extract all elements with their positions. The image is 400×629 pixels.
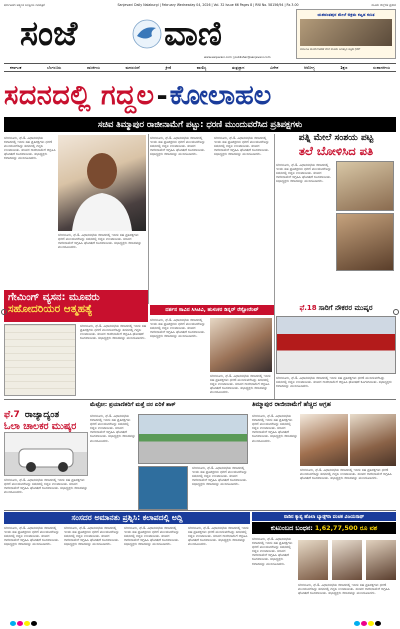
timmapura-photo <box>300 414 348 466</box>
side-photo-2 <box>336 213 394 271</box>
promo-sub: ಬಿಬಿಎಂಪಿ ಕಾರ್ಯಾಚರಣೆ ವೇಳೆ ಮೂರು ಅಂತಸ್ತಿನ ಕಟ್ಟಡ ಧರೆಗೆ <box>300 47 361 51</box>
top-strip-mid: Sanjevani Daily Nalaburgi | February Wednesday 04, 2026 | Vol. 32 Issue 66 Pages 8 | RNI No. 58156/94 | Rs 3.00 <box>117 3 299 7</box>
bus-prefix: ಫೆ.18 <box>299 303 317 312</box>
subhead-text: ಸಚಿವ ತಿಮ್ಮಾಪುರ ರಾಜೀನಾಮೆಗೆ ಪಟ್ಟು: ಧರಣಿ ಮುಂದುವರೆಸಿದ ಪ್ರತಿಪಕ್ಷಗಳು <box>97 119 303 129</box>
divider <box>274 134 275 400</box>
darshan-text: ದರ್ಶನ ಸಾವಿನ ಸಿಸಿಟಿವಿ, ಹುಳುಕರ ಡಿನ್ನರ್ ರೆಸ್ಟೋರೆಂಟ್ <box>165 306 259 313</box>
darshan-banner <box>150 305 274 315</box>
bus-photo <box>276 316 396 374</box>
sansad-bar <box>4 512 250 524</box>
nav-item[interactable]: ಆರೋಗ್ಯ <box>304 65 315 70</box>
gaming-body: ಬೆಂಗಳೂರು, ಫೆ.4- ವಿಧಾನಸಭೆಯ ಕಲಾಪದಲ್ಲಿ ಇಂದು ಸಹ ಪ್ರತಿಪಕ್ಷಗಳು ಧರಣಿ ಮುಂದುವರೆಸಿದ್ದು ಸದನದಲ್ಲಿ ಗದ್ದಲ ಉಂಟಾಯಿತು. ಸಚಿವರ ರಾಜೀನಾಮೆಗೆ ಆಗ್ರಹಿಸಿ ಘೋಷಣೆ ಕೂಗಲಾಯಿತು. ಸಭಾಧ್ಯಕ್ಷರು ಕಲಾಪವನ್ನು ಮುಂದೂಡಿದರು. <box>80 324 147 341</box>
auto-body: ಬೆಂಗಳೂರು, ಫೆ.4- ವಿಧಾನಸಭೆಯ ಕಲಾಪದಲ್ಲಿ ಇಂದು ಸಹ ಪ್ರತಿಪಕ್ಷಗಳು ಧರಣಿ ಮುಂದುವರೆಸಿದ್ದು ಸದನದಲ್ಲಿ ಗದ್ದಲ ಉಂಟಾಯಿತು. ಸಚಿವರ ರಾಜೀನಾಮೆಗೆ ಆಗ್ರಹಿಸಿ ಘೋಷಣೆ ಕೂಗಲಾಯಿತು. ಸಭಾಧ್ಯಕ್ಷರು ಕಲಾಪವನ್ನು ಮುಂದೂಡಿದರು. <box>4 478 88 495</box>
side-story <box>276 133 396 293</box>
sansad-text: ಸಂಸದರ ಅಮಾನತು ಪ್ರಶ್ನಿಸಿ: ಕಲಾಪದಲ್ಲಿ ಅದ್ದಿ <box>71 513 183 522</box>
auto-photo <box>4 432 88 476</box>
top-strip-left: ಕರ್ನಾಟಕದ ಅತ್ಯಂತ ಜನಪ್ರಿಯ ದಿನಪತ್ರಿಕೆ <box>4 3 45 7</box>
auto-prefix: ಫೆ.7 <box>4 410 20 420</box>
lead-column-1: ಬೆಂಗಳೂರು, ಫೆ.4- ವಿಧಾನಸಭೆಯ ಕಲಾಪದಲ್ಲಿ ಇಂದು ಸಹ ಪ್ರತಿಪಕ್ಷಗಳು ಧರಣಿ ಮುಂದುವರೆಸಿದ್ದು ಸದನದಲ್ಲಿ ಗದ್ದಲ ಉಂಟಾಯಿತು. ಸಚಿವರ ರಾಜೀನಾಮೆಗೆ ಆಗ್ರಹಿಸಿ ಘೋಷಣೆ ಕೂಗಲಾಯಿತು. ಸಭಾಧ್ಯಕ್ಷರು ಕಲಾಪವನ್ನು ಮುಂದೂಡಿದರು. <box>4 136 56 161</box>
sansad-body-1: ಬೆಂಗಳೂರು, ಫೆ.4- ವಿಧಾನಸಭೆಯ ಕಲಾಪದಲ್ಲಿ ಇಂದು ಸಹ ಪ್ರತಿಪಕ್ಷಗಳು ಧರಣಿ ಮುಂದುವರೆಸಿದ್ದು ಸದನದಲ್ಲಿ ಗದ್ದಲ ಉಂಟಾಯಿತು. ಸಚಿವರ ರಾಜೀನಾಮೆಗೆ ಆಗ್ರಹಿಸಿ ಘೋಷಣೆ ಕೂಗಲಾಯಿತು. ಸಭಾಧ್ಯಕ್ಷರು ಕಲಾಪವನ್ನು ಮುಂದೂಡಿದರು. <box>4 526 60 547</box>
timmapura-body: ಬೆಂಗಳೂರು, ಫೆ.4- ವಿಧಾನಸಭೆಯ ಕಲಾಪದಲ್ಲಿ ಇಂದು ಸಹ ಪ್ರತಿಪಕ್ಷಗಳು ಧರಣಿ ಮುಂದುವರೆಸಿದ್ದು ಸದನದಲ್ಲಿ ಗದ್ದಲ ಉಂಟಾಯಿತು. ಸಚಿವರ ರಾಜೀನಾಮೆಗೆ ಆಗ್ರಹಿಸಿ ಘೋಷಣೆ ಕೂಗಲಾಯಿತು. ಸಭಾಧ್ಯಕ್ಷರು ಕಲಾಪವನ್ನು ಮುಂದೂಡಿದರು. <box>252 414 298 443</box>
fraud-line2b: 1,62,77,500 ರೂ ವಶ <box>314 523 378 532</box>
gaming-photo <box>4 324 76 396</box>
fraud-body: ಬೆಂಗಳೂರು, ಫೆ.4- ವಿಧಾನಸಭೆಯ ಕಲಾಪದಲ್ಲಿ ಇಂದು ಸಹ ಪ್ರತಿಪಕ್ಷಗಳು ಧರಣಿ ಮುಂದುವರೆಸಿದ್ದು ಸದನದಲ್ಲಿ ಗದ್ದಲ ಉಂಟಾಯಿತು. ಸಚಿವರ ರಾಜೀನಾಮೆಗೆ ಆಗ್ರಹಿಸಿ ಘೋಷಣೆ ಕೂಗಲಾಯಿತು. ಸಭಾಧ್ಯಕ್ಷರು ಕಲಾಪವನ್ನು ಮುಂದೂಡಿದರು. <box>252 537 293 566</box>
timmapura-body-2: ಬೆಂಗಳೂರು, ಫೆ.4- ವಿಧಾನಸಭೆಯ ಕಲಾಪದಲ್ಲಿ ಇಂದು ಸಹ ಪ್ರತಿಪಕ್ಷಗಳು ಧರಣಿ ಮುಂದುವರೆಸಿದ್ದು ಸದನದಲ್ಲಿ ಗದ್ದಲ ಉಂಟಾಯಿತು. ಸಚಿವರ ರಾಜೀನಾಮೆಗೆ ಆಗ್ರಹಿಸಿ ಘೋಷಣೆ ಕೂಗಲಾಯಿತು. ಸಭಾಧ್ಯಕ್ಷರು ಕಲಾಪವನ್ನು ಮುಂದೂಡಿದರು. <box>300 468 392 481</box>
sansad-body-4: ಬೆಂಗಳೂರು, ಫೆ.4- ವಿಧಾನಸಭೆಯ ಕಲಾಪದಲ್ಲಿ ಇಂದು ಸಹ ಪ್ರತಿಪಕ್ಷಗಳು ಧರಣಿ ಮುಂದುವರೆಸಿದ್ದು ಸದನದಲ್ಲಿ ಗದ್ದಲ ಉಂಟಾಯಿತು. ಸಚಿವರ ರಾಜೀನಾಮೆಗೆ ಆಗ್ರಹಿಸಿ ಘೋಷಣೆ ಕೂಗಲಾಯಿತು. ಸಭಾಧ್ಯಕ್ಷರು ಕಲಾಪವನ್ನು ಮುಂದೂಡಿದರು. <box>188 526 249 547</box>
nav-item[interactable]: ಬೆಂಗಳೂರು <box>47 65 62 70</box>
sansad-body-3: ಬೆಂಗಳೂರು, ಫೆ.4- ವಿಧಾನಸಭೆಯ ಕಲಾಪದಲ್ಲಿ ಇಂದು ಸಹ ಪ್ರತಿಪಕ್ಷಗಳು ಧರಣಿ ಮುಂದುವರೆಸಿದ್ದು ಸದನದಲ್ಲಿ ಗದ್ದಲ ಉಂಟಾಯಿತು. ಸಚಿವರ ರಾಜೀನಾಮೆಗೆ ಆಗ್ರಹಿಸಿ ಘೋಷಣೆ ಕೂಗಲಾಯಿತು. ಸಭಾಧ್ಯಕ್ಷರು ಕಲಾಪವನ್ನು ಮುಂದೂಡಿದರು. <box>124 526 180 547</box>
fraud-photo-2 <box>332 540 362 580</box>
auto-line1: ರಾಜ್ಯಾದ್ಯಂತ <box>24 410 60 420</box>
darshan-photo <box>210 318 272 372</box>
darshan-body-2: ಬೆಂಗಳೂರು, ಫೆ.4- ವಿಧಾನಸಭೆಯ ಕಲಾಪದಲ್ಲಿ ಇಂದು ಸಹ ಪ್ರತಿಪಕ್ಷಗಳು ಧರಣಿ ಮುಂದುವರೆಸಿದ್ದು ಸದನದಲ್ಲಿ ಗದ್ದಲ ಉಂಟಾಯಿತು. ಸಚಿವರ ರಾಜೀನಾಮೆಗೆ ಆಗ್ರಹಿಸಿ ಘೋಷಣೆ ಕೂಗಲಾಯಿತು. ಸಭಾಧ್ಯಕ್ಷರು ಕಲಾಪವನ್ನು ಮುಂದೂಡಿದರು. <box>210 374 271 395</box>
fraud-line1-bar <box>252 512 396 521</box>
fraud-line2-bar <box>252 522 396 534</box>
dove-logo-icon <box>132 19 162 49</box>
masthead <box>4 9 396 63</box>
timmapura-headline: ತಿಮ್ಮಾಪುರ ರಾಜೀನಾಮೆಗೆ ಹೆಚ್ಚಿದ ಆಗ್ರಹ <box>252 401 331 408</box>
nav-item[interactable]: ವಿದೇಶ <box>270 65 279 70</box>
side-story-body: ಬೆಂಗಳೂರು, ಫೆ.4- ವಿಧಾನಸಭೆಯ ಕಲಾಪದಲ್ಲಿ ಇಂದು ಸಹ ಪ್ರತಿಪಕ್ಷಗಳು ಧರಣಿ ಮುಂದುವರೆಸಿದ್ದು ಸದನದಲ್ಲಿ ಗದ್ದಲ ಉಂಟಾಯಿತು. ಸಚಿವರ ರಾಜೀನಾಮೆಗೆ ಆಗ್ರಹಿಸಿ ಘೋಷಣೆ ಕೂಗಲಾಯಿತು. ಸಭಾಧ್ಯಕ್ಷರು ಕಲಾಪವನ್ನು ಮುಂದೂಡಿದರು. <box>276 163 332 184</box>
gaming-line1: ಗೇಮಿಂಗ್ ವ್ಯಸನ: ಮೂವರು <box>8 292 100 303</box>
metro-photo-2 <box>138 466 188 510</box>
nav-item[interactable]: ಕ್ರೀಡೆ <box>165 65 172 70</box>
nav-item[interactable]: ತಂತ್ರಜ್ಞಾನ <box>231 65 245 70</box>
lead-column-2: ಬೆಂಗಳೂರು, ಫೆ.4- ವಿಧಾನಸಭೆಯ ಕಲಾಪದಲ್ಲಿ ಇಂದು ಸಹ ಪ್ರತಿಪಕ್ಷಗಳು ಧರಣಿ ಮುಂದುವರೆಸಿದ್ದು ಸದನದಲ್ಲಿ ಗದ್ದಲ ಉಂಟಾಯಿತು. ಸಚಿವರ ರಾಜೀನಾಮೆಗೆ ಆಗ್ರಹಿಸಿ ಘೋಷಣೆ ಕೂಗಲಾಯಿತು. ಸಭಾಧ್ಯಕ್ಷರು ಕಲಾಪವನ್ನು ಮುಂದೂಡಿದರು. <box>58 233 142 250</box>
headline-dash: - <box>156 80 168 112</box>
headline-left: ಸದನದಲ್ಲಿ ಗದ್ದಲ <box>4 80 155 111</box>
fraud-photo-3 <box>366 540 396 580</box>
masthead-right: ವಾಣಿ <box>164 14 222 54</box>
metro-photo <box>138 414 248 464</box>
darshan-body: ಬೆಂಗಳೂರು, ಫೆ.4- ವಿಧಾನಸಭೆಯ ಕಲಾಪದಲ್ಲಿ ಇಂದು ಸಹ ಪ್ರತಿಪಕ್ಷಗಳು ಧರಣಿ ಮುಂದುವರೆಸಿದ್ದು ಸದನದಲ್ಲಿ ಗದ್ದಲ ಉಂಟಾಯಿತು. ಸಚಿವರ ರಾಜೀನಾಮೆಗೆ ಆಗ್ರಹಿಸಿ ಘೋಷಣೆ ಕೂಗಲಾಯಿತು. ಸಭಾಧ್ಯಕ್ಷರು ಕಲಾಪವನ್ನು ಮುಂದೂಡಿದರು. <box>150 318 206 339</box>
timmapura-photo-2 <box>350 414 396 466</box>
auto-headline <box>4 402 88 430</box>
bus-banner <box>276 302 396 314</box>
side-photo-1 <box>336 161 394 211</box>
color-bar <box>10 621 38 626</box>
nav-item[interactable]: ಸಂಪಾದಕೀಯ <box>373 65 390 70</box>
fraud-photo-1 <box>298 540 328 580</box>
nav-item[interactable]: ಕರ್ನಾಟಕ <box>10 65 22 70</box>
metro-headline: ಮೆಟ್ರೋ: ಪ್ರಯಾಣಿಕರಿಗೆ ಮತ್ತೆ ದರ ಏರಿಕೆ ಶಾಕ್ <box>90 402 176 408</box>
promo-title: ಯಶವಂತಪುರ ಮೇಲೆ ಅಕ್ರಮ ಕಟ್ಟಡ ಕುಸಿತ <box>317 12 375 17</box>
bus-body: ಬೆಂಗಳೂರು, ಫೆ.4- ವಿಧಾನಸಭೆಯ ಕಲಾಪದಲ್ಲಿ ಇಂದು ಸಹ ಪ್ರತಿಪಕ್ಷಗಳು ಧರಣಿ ಮುಂದುವರೆಸಿದ್ದು ಸದನದಲ್ಲಿ ಗದ್ದಲ ಉಂಟಾಯಿತು. ಸಚಿವರ ರಾಜೀನಾಮೆಗೆ ಆಗ್ರಹಿಸಿ ಘೋಷಣೆ ಕೂಗಲಾಯಿತು. ಸಭಾಧ್ಯಕ್ಷರು ಕಲಾಪವನ್ನು ಮುಂದೂಡಿದರು. <box>276 376 392 389</box>
gaming-headline <box>4 290 148 322</box>
divider <box>4 510 396 511</box>
masthead-website: www.sanjevani.com | publisher@sanjevani.com <box>204 55 271 59</box>
auto-line2: ಓಲಾ ಚಾಲಕರ ಮುಷ್ಕರ <box>4 421 77 432</box>
side-story-line2: ತಲೆ ಬೋಳಿಸಿದ ಪತಿ <box>298 144 374 158</box>
lead-photo <box>58 135 146 231</box>
fraud-body-2: ಬೆಂಗಳೂರು, ಫೆ.4- ವಿಧಾನಸಭೆಯ ಕಲಾಪದಲ್ಲಿ ಇಂದು ಸಹ ಪ್ರತಿಪಕ್ಷಗಳು ಧರಣಿ ಮುಂದುವರೆಸಿದ್ದು ಸದನದಲ್ಲಿ ಗದ್ದಲ ಉಂಟಾಯಿತು. ಸಚಿವರ ರಾಜೀನಾಮೆಗೆ ಆಗ್ರಹಿಸಿ ಘೋಷಣೆ ಕೂಗಲಾಯಿತು. ಸಭಾಧ್ಯಕ್ಷರು ಕಲಾಪವನ್ನು ಮುಂದೂಡಿದರು. <box>298 583 390 596</box>
nav-item[interactable]: ವಾಣಿಜ್ಯ <box>196 65 207 70</box>
bus-text: ಸಾರಿಗೆ ನೌಕರರ ಮುಷ್ಕರ <box>318 303 373 312</box>
masthead-promo <box>296 9 396 59</box>
fraud-line2a: ಕುಟುಂಬದ ಬಂಧನ: <box>270 523 313 532</box>
side-story-line1: ಪತ್ನಿ ಮೇಲೆ ಸಂಶಯ ಪಟ್ಟ <box>298 133 374 143</box>
subhead-bar <box>4 117 396 132</box>
divider <box>4 399 396 400</box>
nav-item[interactable]: ಶಿಕ್ಷಣ <box>340 65 348 70</box>
top-strip-right: ಮೂರು ಜಿಲ್ಲೆಗಳ ಪ್ರಸಾರ <box>371 3 396 7</box>
main-headline <box>4 76 396 116</box>
masthead-left: ಸಂಜೆ <box>20 14 78 54</box>
divider <box>148 134 149 304</box>
section-nav <box>4 63 396 72</box>
promo-photo <box>300 19 392 46</box>
sansad-body-2: ಬೆಂಗಳೂರು, ಫೆ.4- ವಿಧಾನಸಭೆಯ ಕಲಾಪದಲ್ಲಿ ಇಂದು ಸಹ ಪ್ರತಿಪಕ್ಷಗಳು ಧರಣಿ ಮುಂದುವರೆಸಿದ್ದು ಸದನದಲ್ಲಿ ಗದ್ದಲ ಉಂಟಾಯಿತು. ಸಚಿವರ ರಾಜೀನಾಮೆಗೆ ಆಗ್ರಹಿಸಿ ಘೋಷಣೆ ಕೂಗಲಾಯಿತು. ಸಭಾಧ್ಯಕ್ಷರು ಕಲಾಪವನ್ನು ಮುಂದೂಡಿದರು. <box>64 526 120 547</box>
registration-mark-icon <box>1 309 7 315</box>
gaming-line2: ಸಹೋದರಿಯರ ಆತ್ಮಹತ್ಯೆ <box>8 303 93 315</box>
registration-mark-icon <box>393 309 399 315</box>
lead-column-4: ಬೆಂಗಳೂರು, ಫೆ.4- ವಿಧಾನಸಭೆಯ ಕಲಾಪದಲ್ಲಿ ಇಂದು ಸಹ ಪ್ರತಿಪಕ್ಷಗಳು ಧರಣಿ ಮುಂದುವರೆಸಿದ್ದು ಸದನದಲ್ಲಿ ಗದ್ದಲ ಉಂಟಾಯಿತು. ಸಚಿವರ ರಾಜೀನಾಮೆಗೆ ಆಗ್ರಹಿಸಿ ಘೋಷಣೆ ಕೂಗಲಾಯಿತು. ಸಭಾಧ್ಯಕ್ಷರು ಕಲಾಪವನ್ನು ಮುಂದೂಡಿದರು. <box>214 136 270 157</box>
nav-item[interactable]: ರಾಜಕೀಯ <box>86 65 100 70</box>
metro-body-2: ಬೆಂಗಳೂರು, ಫೆ.4- ವಿಧಾನಸಭೆಯ ಕಲಾಪದಲ್ಲಿ ಇಂದು ಸಹ ಪ್ರತಿಪಕ್ಷಗಳು ಧರಣಿ ಮುಂದುವರೆಸಿದ್ದು ಸದನದಲ್ಲಿ ಗದ್ದಲ ಉಂಟಾಯಿತು. ಸಚಿವರ ರಾಜೀನಾಮೆಗೆ ಆಗ್ರಹಿಸಿ ಘೋಷಣೆ ಕೂಗಲಾಯಿತು. ಸಭಾಧ್ಯಕ್ಷರು ಕಲಾಪವನ್ನು ಮುಂದೂಡಿದರು. <box>192 466 248 487</box>
lead-column-3: ಬೆಂಗಳೂರು, ಫೆ.4- ವಿಧಾನಸಭೆಯ ಕಲಾಪದಲ್ಲಿ ಇಂದು ಸಹ ಪ್ರತಿಪಕ್ಷಗಳು ಧರಣಿ ಮುಂದುವರೆಸಿದ್ದು ಸದನದಲ್ಲಿ ಗದ್ದಲ ಉಂಟಾಯಿತು. ಸಚಿವರ ರಾಜೀನಾಮೆಗೆ ಆಗ್ರಹಿಸಿ ಘೋಷಣೆ ಕೂಗಲಾಯಿತು. ಸಭಾಧ್ಯಕ್ಷರು ಕಲಾಪವನ್ನು ಮುಂದೂಡಿದರು. <box>150 136 206 157</box>
headline-right: ಕೋಲಾಹಲ <box>169 80 272 111</box>
metro-body: ಬೆಂಗಳೂರು, ಫೆ.4- ವಿಧಾನಸಭೆಯ ಕಲಾಪದಲ್ಲಿ ಇಂದು ಸಹ ಪ್ರತಿಪಕ್ಷಗಳು ಧರಣಿ ಮುಂದುವರೆಸಿದ್ದು ಸದನದಲ್ಲಿ ಗದ್ದಲ ಉಂಟಾಯಿತು. ಸಚಿವರ ರಾಜೀನಾಮೆಗೆ ಆಗ್ರಹಿಸಿ ಘೋಷಣೆ ಕೂಗಲಾಯಿತು. ಸಭಾಧ್ಯಕ್ಷರು ಕಲಾಪವನ್ನು ಮುಂದೂಡಿದರು. <box>90 414 136 443</box>
color-bar <box>354 621 382 626</box>
fraud-line1: ನಾಡಿನ ಕ್ಯಾಪ್ಟ ಹೊಲಾ ಬ್ಯಾಡ್ಸ್‌ರಾ ವಂಚಕ ವಿಜಯನಾಥ್ <box>283 514 365 520</box>
nav-item[interactable]: ಮನರಂಜನೆ <box>125 65 140 70</box>
